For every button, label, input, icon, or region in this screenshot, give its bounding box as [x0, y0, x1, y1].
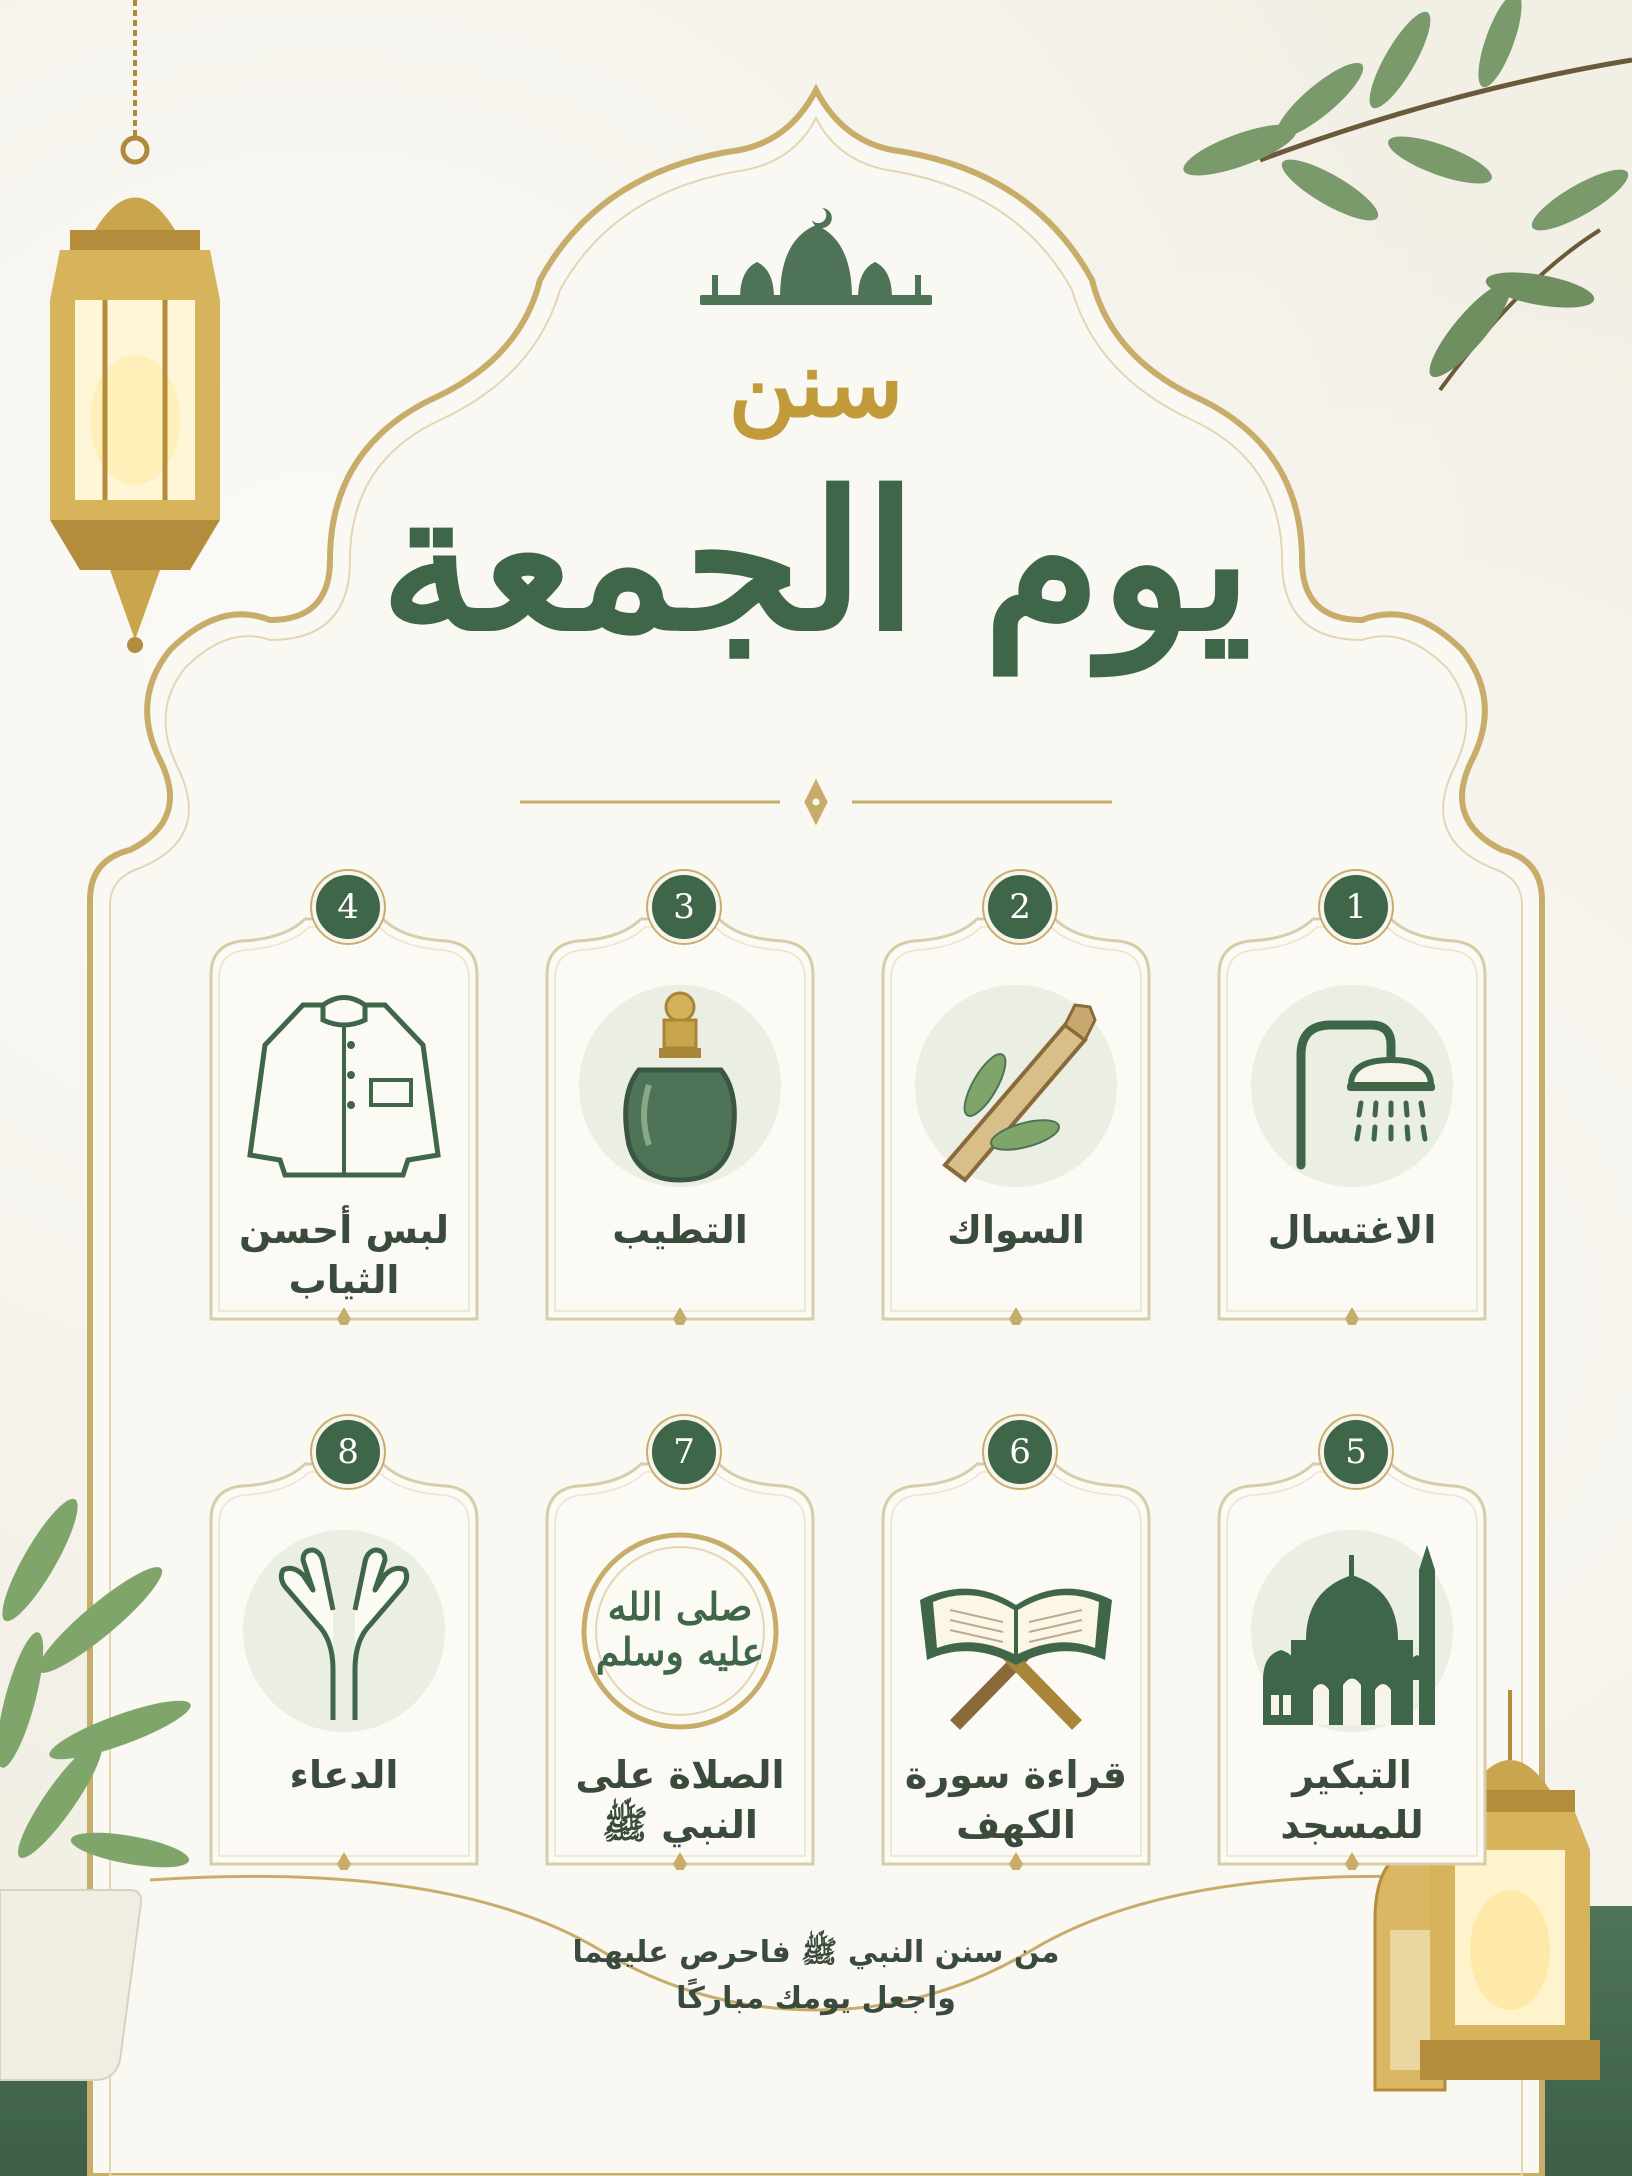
card-label: الصلاة على النبي ﷺ — [575, 1753, 785, 1847]
shower-icon — [1251, 985, 1453, 1187]
card-number: 4 — [312, 871, 384, 943]
footer-message — [0, 1930, 1632, 2022]
quran-icon — [915, 1530, 1117, 1732]
sunnah-card-1 — [1213, 887, 1491, 1325]
card-label: السواك — [947, 1208, 1085, 1252]
card-number: 8 — [312, 1416, 384, 1488]
card-number: 6 — [984, 1416, 1056, 1488]
sunnah-card-7 — [541, 1432, 819, 1870]
title-friday: يوم الجمعة — [380, 450, 1252, 673]
card-label: التبكير للمسجد — [1280, 1753, 1424, 1847]
svg-text:صلى الله: صلى الله — [607, 1584, 753, 1629]
sunnah-card-5 — [1213, 1432, 1491, 1870]
card-label: التطيب — [612, 1208, 748, 1252]
card-number: 2 — [984, 871, 1056, 943]
card-number: 7 — [648, 1416, 720, 1488]
praying-hands-icon — [243, 1530, 445, 1732]
shirt-icon — [243, 985, 445, 1187]
mosque-icon — [1251, 1530, 1453, 1732]
sunnah-card-3 — [541, 887, 819, 1325]
sunnah-card-6 — [877, 1432, 1155, 1870]
salawat-calligraphy-icon — [579, 1530, 781, 1732]
card-label: لبس أحسن الثياب — [238, 1208, 449, 1302]
footer-line-2: واجعل يومك مباركًا — [676, 1981, 956, 2016]
card-number: 1 — [1320, 871, 1392, 943]
card-label: الدعاء — [289, 1753, 399, 1797]
card-number: 3 — [648, 871, 720, 943]
card-number: 5 — [1320, 1416, 1392, 1488]
footer-line-1: من سنن النبي ﷺ فاحرص عليهما — [572, 1935, 1060, 1970]
sunnah-card-2 — [877, 887, 1155, 1325]
sunnah-card-4 — [205, 887, 483, 1325]
sunnah-card-8 — [205, 1432, 483, 1870]
title-sunan: سنن — [728, 330, 904, 438]
card-label: الاغتسال — [1267, 1208, 1437, 1252]
svg-text:عليه وسلم: عليه وسلم — [595, 1629, 765, 1674]
card-label: قراءة سورة الكهف — [904, 1753, 1128, 1847]
perfume-bottle-icon — [579, 985, 781, 1187]
miswak-icon — [915, 985, 1117, 1187]
